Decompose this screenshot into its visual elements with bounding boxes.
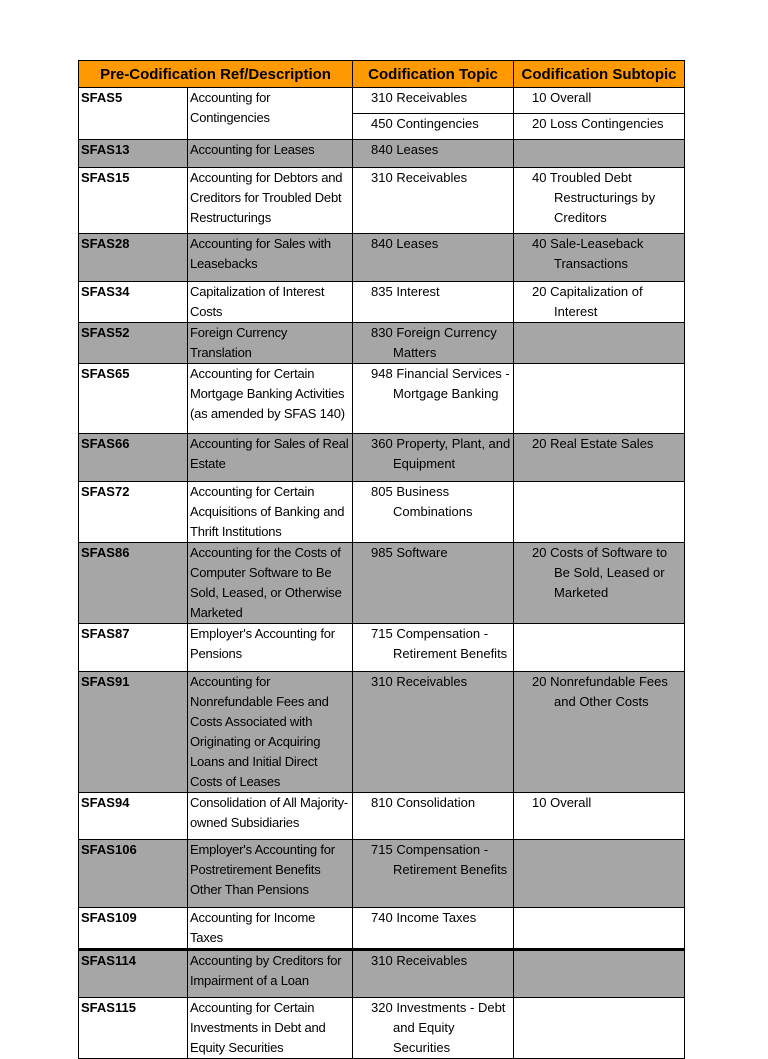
header-pre-codification: Pre-Codification Ref/Description: [79, 61, 353, 88]
table-row: [79, 793, 685, 840]
codification-table: [78, 60, 685, 1059]
description-text: Accounting for Leases: [190, 142, 315, 157]
subtopic-cell: [514, 793, 685, 840]
topic-text: 310 Receivables: [371, 674, 468, 689]
description-cell: [188, 434, 353, 482]
subtopic-text: 20 Real Estate Sales: [532, 436, 654, 451]
ref-cell: [79, 434, 188, 482]
ref-number: 66: [115, 436, 130, 451]
ref-number: 87: [115, 626, 130, 641]
description-cell: [188, 323, 353, 364]
subtopic-cell: [514, 282, 685, 323]
subtopic-text: 40 Troubled Debt Restructurings by Creditors: [532, 170, 656, 225]
ref-prefix: SFAS: [81, 795, 115, 810]
topic-text: 320 Investments - Debt and Equity Securities: [371, 1000, 506, 1055]
description-cell: [188, 840, 353, 908]
ref-prefix: SFAS: [81, 626, 115, 641]
subtopic-cell: [514, 908, 685, 950]
topic-text: 985 Software: [371, 545, 448, 560]
ref-prefix: SFAS: [81, 545, 115, 560]
ref-cell: [79, 793, 188, 840]
ref-cell: [79, 364, 188, 434]
subtopic-cell: [514, 672, 685, 793]
description-text: Accounting for the Costs of Computer Software to Be Sold, Leased, or Otherwise Marketed: [190, 545, 342, 620]
topic-text: 840 Leases: [371, 142, 439, 157]
description-text: Accounting for Certain Investments in Debt and Equity Securities: [190, 1000, 326, 1055]
description-cell: [188, 672, 353, 793]
ref-prefix: SFAS: [81, 953, 115, 968]
description-cell: [188, 168, 353, 234]
table-row: [79, 234, 685, 282]
subtopic-cell: [514, 323, 685, 364]
ref-number: 91: [115, 674, 130, 689]
ref-cell: [79, 482, 188, 543]
topic-cell: [353, 672, 514, 793]
ref-number: 28: [115, 236, 130, 251]
description-cell: [188, 908, 353, 950]
table-row: [79, 168, 685, 234]
subtopic-text: 10 Overall: [532, 90, 592, 105]
ref-number: 86: [115, 545, 130, 560]
ref-number: 5: [115, 90, 123, 105]
ref-cell: [79, 998, 188, 1059]
header-row: [79, 61, 685, 88]
topic-cell: [353, 793, 514, 840]
topic-text: 805 Business Combinations: [371, 484, 473, 519]
ref-prefix: SFAS: [81, 842, 115, 857]
description-cell: [188, 793, 353, 840]
description-text: Consolidation of All Majority-owned Subsidiaries: [190, 795, 349, 830]
ref-cell: [79, 840, 188, 908]
subtopic-cell: [514, 168, 685, 234]
subtopic-text: 10 Overall: [532, 795, 592, 810]
topic-text: 810 Consolidation: [371, 795, 476, 810]
ref-cell: [79, 950, 188, 998]
description-cell: [188, 88, 353, 140]
ref-cell: [79, 282, 188, 323]
description-cell: [188, 950, 353, 998]
table-row: [79, 950, 685, 998]
subtopic-cell: [514, 434, 685, 482]
table-row: [79, 672, 685, 793]
table-row: [79, 140, 685, 168]
description-text: Accounting for Nonrefundable Fees and Costs Associated with Originating or Acquiring Loans and Initial Direct Costs of Leases: [190, 674, 329, 789]
table-row: [79, 908, 685, 950]
ref-prefix: SFAS: [81, 674, 115, 689]
ref-number: 13: [115, 142, 130, 157]
subtopic-cell: [514, 114, 685, 140]
topic-cell: [353, 998, 514, 1059]
description-cell: [188, 140, 353, 168]
ref-prefix: SFAS: [81, 170, 115, 185]
ref-cell: [79, 672, 188, 793]
description-text: Employer's Accounting for Postretirement Benefits Other Than Pensions: [190, 842, 335, 897]
topic-text: 840 Leases: [371, 236, 439, 251]
header-codification-topic: Codification Topic: [353, 61, 514, 88]
ref-number: 65: [115, 366, 130, 381]
table-row: [79, 543, 685, 624]
description-cell: [188, 482, 353, 543]
description-cell: [188, 234, 353, 282]
topic-cell: [353, 950, 514, 998]
table-row: [79, 323, 685, 364]
topic-text: 310 Receivables: [371, 170, 468, 185]
ref-prefix: SFAS: [81, 910, 115, 925]
description-cell: [188, 282, 353, 323]
topic-text: 835 Interest: [371, 284, 440, 299]
ref-number: 94: [115, 795, 130, 810]
table-body: [79, 88, 685, 1059]
topic-text: 715 Compensation - Retirement Benefits: [371, 626, 508, 661]
topic-cell: [353, 282, 514, 323]
ref-prefix: SFAS: [81, 142, 115, 157]
ref-number: 115: [115, 1000, 136, 1015]
table-row: [79, 282, 685, 323]
subtopic-text: 20 Nonrefundable Fees and Other Costs: [532, 674, 668, 709]
topic-cell: [353, 234, 514, 282]
description-text: Accounting for Debtors and Creditors for Troubled Debt Restructurings: [190, 170, 343, 225]
ref-cell: [79, 543, 188, 624]
subtopic-cell: [514, 88, 685, 114]
topic-cell: [353, 140, 514, 168]
table-row: [79, 482, 685, 543]
topic-cell: [353, 168, 514, 234]
ref-number: 15: [115, 170, 130, 185]
description-text: Capitalization of Interest Costs: [190, 284, 325, 319]
topic-text: 450 Contingencies: [371, 116, 479, 131]
topic-text: 310 Receivables: [371, 953, 468, 968]
description-text: Accounting for Certain Acquisitions of Banking and Thrift Institutions: [190, 484, 345, 539]
table-row: [79, 434, 685, 482]
description-cell: [188, 998, 353, 1059]
description-text: Foreign Currency Translation: [190, 325, 288, 360]
subtopic-cell: [514, 140, 685, 168]
topic-cell: [353, 364, 514, 434]
description-text: Accounting for Sales of Real Estate: [190, 436, 349, 471]
topic-cell: [353, 114, 514, 140]
description-text: Employer's Accounting for Pensions: [190, 626, 335, 661]
spreadsheet: [78, 60, 684, 1059]
topic-cell: [353, 840, 514, 908]
description-text: Accounting for Certain Mortgage Banking Activities (as amended by SFAS 140): [190, 366, 345, 421]
ref-prefix: SFAS: [81, 436, 115, 451]
topic-cell: [353, 624, 514, 672]
table-row: [79, 840, 685, 908]
ref-prefix: SFAS: [81, 325, 115, 340]
topic-cell: [353, 88, 514, 114]
table-row: [79, 998, 685, 1059]
description-text: Accounting for Contingencies: [190, 90, 271, 125]
ref-cell: [79, 323, 188, 364]
ref-cell: [79, 88, 188, 140]
subtopic-text: 20 Costs of Software to Be Sold, Leased or Marketed: [532, 545, 668, 600]
subtopic-text: 20 Loss Contingencies: [532, 116, 664, 131]
subtopic-cell: [514, 482, 685, 543]
topic-cell: [353, 482, 514, 543]
subtopic-text: 40 Sale-Leaseback Transactions: [532, 236, 644, 271]
description-text: Accounting by Creditors for Impairment of a Loan: [190, 953, 342, 988]
subtopic-cell: [514, 234, 685, 282]
table-row: [79, 88, 685, 114]
description-cell: [188, 624, 353, 672]
topic-text: 715 Compensation - Retirement Benefits: [371, 842, 508, 877]
ref-number: 34: [115, 284, 130, 299]
ref-prefix: SFAS: [81, 284, 115, 299]
ref-prefix: SFAS: [81, 1000, 115, 1015]
ref-number: 72: [115, 484, 130, 499]
ref-cell: [79, 140, 188, 168]
subtopic-cell: [514, 950, 685, 998]
ref-number: 52: [115, 325, 130, 340]
subtopic-cell: [514, 624, 685, 672]
topic-text: 310 Receivables: [371, 90, 468, 105]
ref-cell: [79, 908, 188, 950]
ref-prefix: SFAS: [81, 90, 115, 105]
topic-text: 830 Foreign Currency Matters: [371, 325, 497, 360]
subtopic-cell: [514, 543, 685, 624]
topic-cell: [353, 908, 514, 950]
subtopic-text: 20 Capitalization of Interest: [532, 284, 643, 319]
topic-text: 360 Property, Plant, and Equipment: [371, 436, 511, 471]
topic-cell: [353, 434, 514, 482]
ref-cell: [79, 234, 188, 282]
description-cell: [188, 543, 353, 624]
ref-number: 109: [115, 910, 137, 925]
description-text: Accounting for Sales with Leasebacks: [190, 236, 331, 271]
ref-cell: [79, 624, 188, 672]
ref-number: 114: [115, 953, 136, 968]
topic-text: 948 Financial Services - Mortgage Banking: [371, 366, 510, 401]
ref-number: 106: [115, 842, 137, 857]
description-text: Accounting for Income Taxes: [190, 910, 316, 945]
ref-prefix: SFAS: [81, 484, 115, 499]
table-row: [79, 364, 685, 434]
table-row: [79, 624, 685, 672]
subtopic-cell: [514, 998, 685, 1059]
ref-prefix: SFAS: [81, 366, 115, 381]
topic-cell: [353, 323, 514, 364]
topic-cell: [353, 543, 514, 624]
subtopic-cell: [514, 840, 685, 908]
ref-cell: [79, 168, 188, 234]
ref-prefix: SFAS: [81, 236, 115, 251]
description-cell: [188, 364, 353, 434]
subtopic-cell: [514, 364, 685, 434]
header-codification-subtopic: Codification Subtopic: [514, 61, 685, 88]
topic-text: 740 Income Taxes: [371, 910, 477, 925]
